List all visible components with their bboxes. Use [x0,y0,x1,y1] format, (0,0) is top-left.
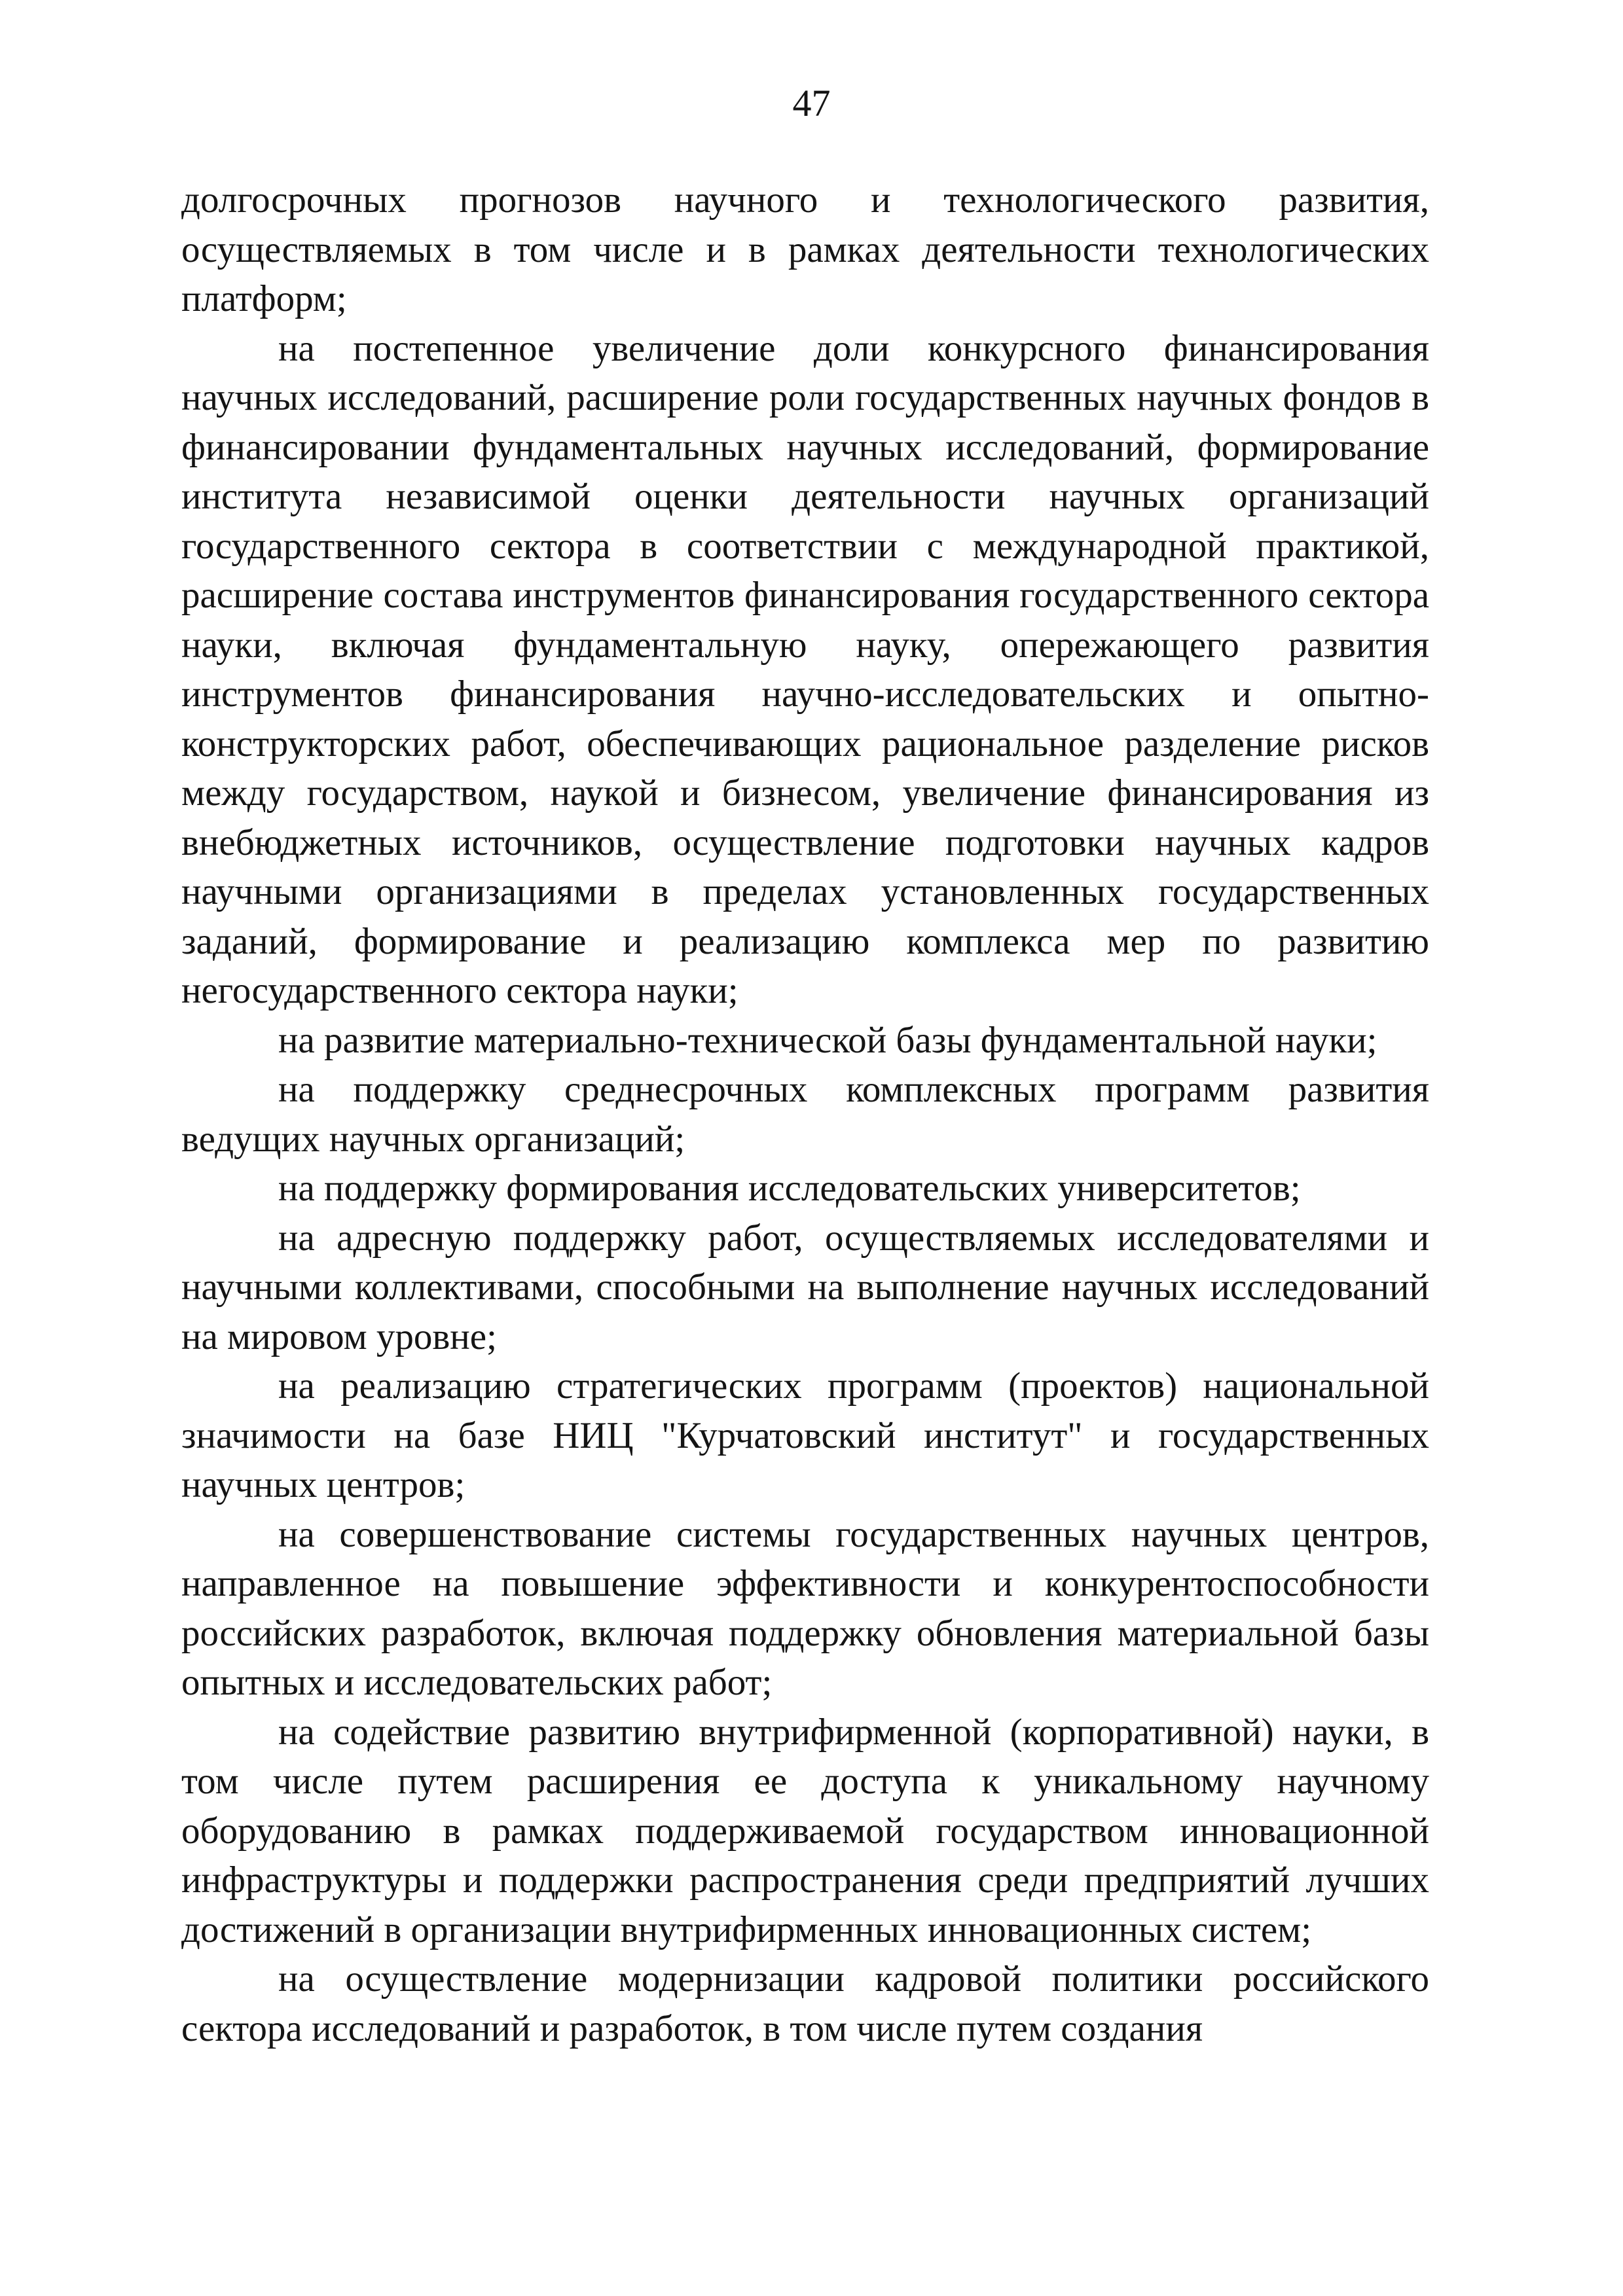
paragraph-corporate-science: на содействие развитию внутрифирменной (корпоративной) науки, в том числе путем расширения ее доступа к уникальному научному оборудованию в рамках поддерживаемой государством инновационной инфраструктуры и поддержки распространения среди предприятий лучших достижений в организации внутрифирменных инновационных систем; [181,1711,1429,1950]
paragraph-personnel-policy: на осуществление модернизации кадровой политики российского сектора исследований и разработок, в том числе путем создания [181,1958,1429,2049]
page-number: 47 [792,82,831,124]
paragraph-targeted-support: на адресную поддержку работ, осуществляемых исследователями и научными коллективами, способными на выполнение научных исследований на мировом уровне; [181,1217,1429,1357]
paragraph-state-research-centers: на совершенствование системы государственных научных центров, направленное на повышение эффективности и конкурентоспособности российских разработок, включая поддержку обновления материальной базы опытных и исследовательских работ; [181,1513,1429,1703]
paragraph-strategic-programs: на реализацию стратегических программ (проектов) национальной значимости на базе НИЦ "Курчатовский институт" и государственных научных центров; [181,1365,1429,1505]
body-text [181,175,1429,2053]
paragraph-research-universities: на поддержку формирования исследовательских университетов; [278,1168,1301,1209]
paragraph-continuation: долгосрочных прогнозов научного и технологического развития, осуществляемых в том числе и в рамках деятельности технологических платформ; [181,179,1429,319]
paragraph-material-base: на развитие материально-технической базы фундаментальной науки; [278,1019,1377,1061]
paragraph-medium-term-programs: на поддержку среднесрочных комплексных программ развития ведущих научных организаций; [181,1069,1429,1160]
paragraph-competitive-funding: на постепенное увеличение доли конкурсного финансирования научных исследований, расширение роли государственных научных фондов в финансировании фундаментальных научных исследований, формирование института независимой оценки деятельности научных организаций государственного сектора в соответствии с международной практикой, расширение состава инструментов финансирования государственного сектора науки, включая фундаментальную науку, опережающего развития инструментов финансирования научно-исследовательских и опытно-конструкторских работ, обеспечивающих рациональное разделение рисков между государством, наукой и бизнесом, увеличение финансирования из внебюджетных источников, осуществление подготовки научных кадров научными организациями в пределах установленных государственных заданий, формирование и реализацию комплекса мер по развитию негосударственного сектора науки; [181,327,1429,1011]
